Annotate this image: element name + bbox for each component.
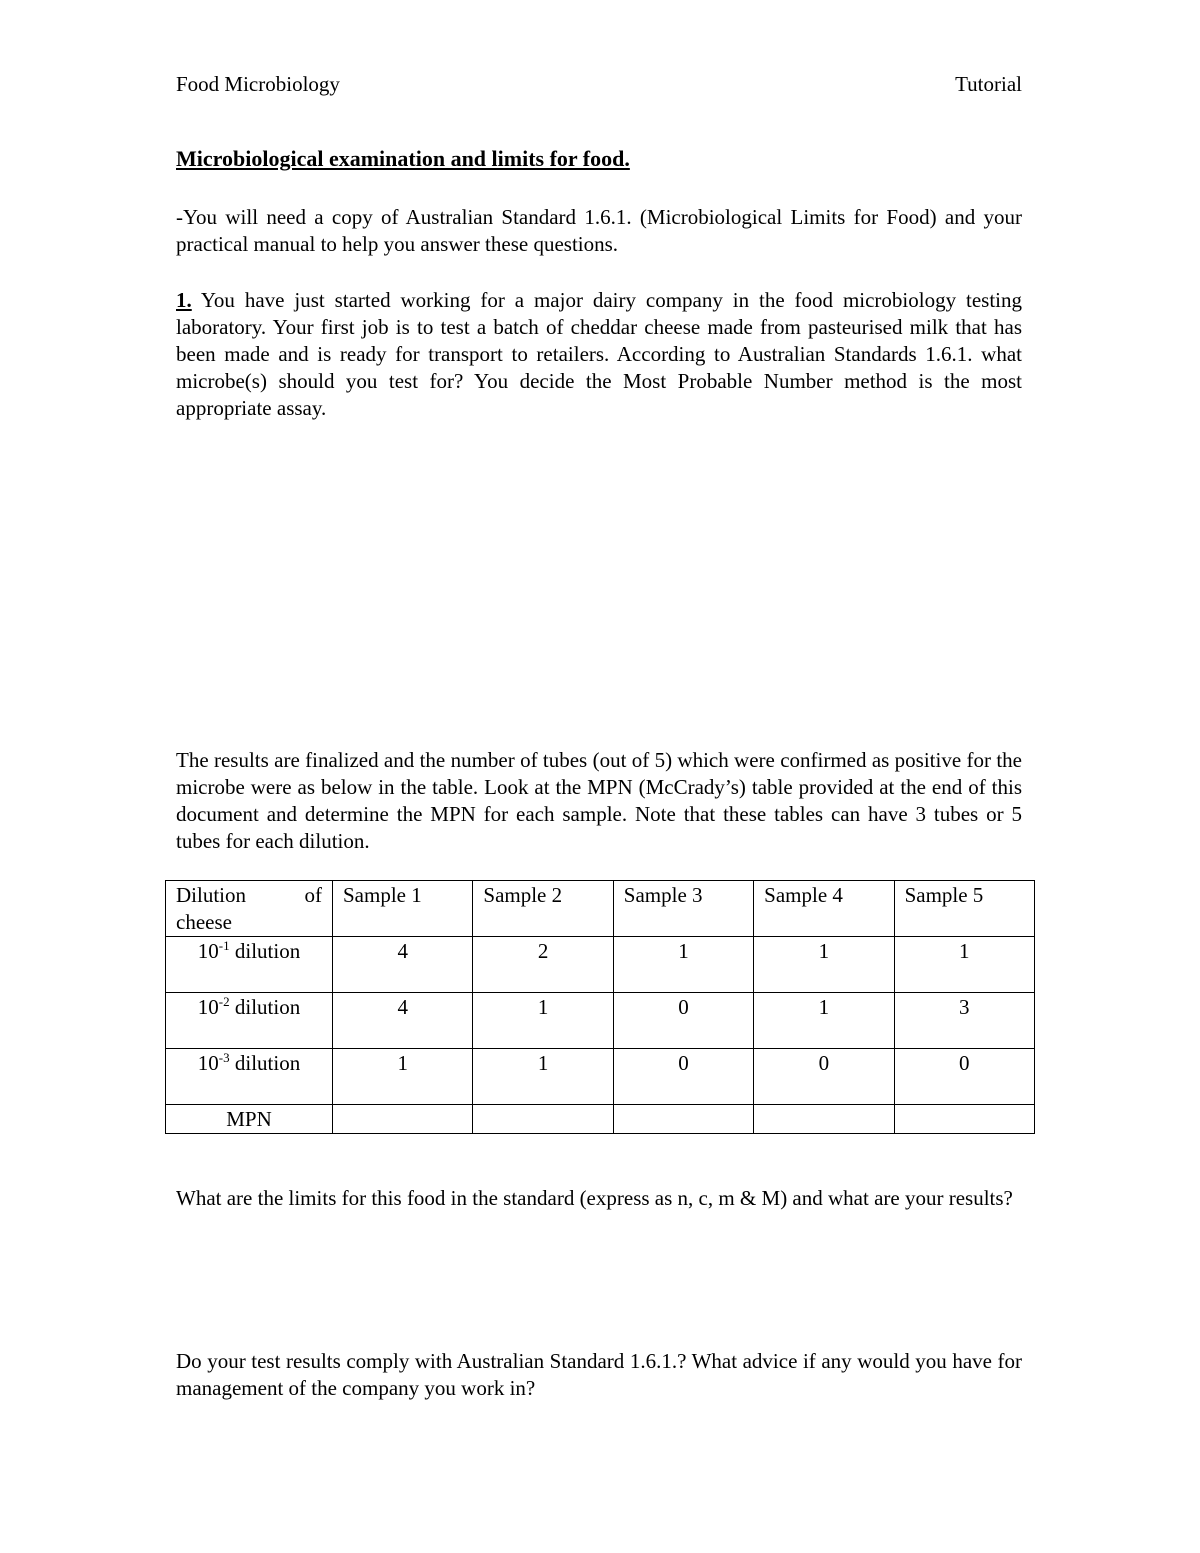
header-dilution-cell (166, 881, 333, 937)
mpn-answer-cell (473, 1105, 613, 1134)
header-dilution-word: Dilution (176, 883, 247, 907)
dilution-label-cell (166, 993, 333, 1049)
mpn-results-table (165, 880, 1035, 1134)
header-of-word: of (304, 883, 322, 907)
document-title: Microbiological examination and limits for food. (176, 146, 630, 171)
tube-count-cell: 0 (613, 1049, 753, 1105)
header-sample-3: Sample 3 (613, 881, 753, 937)
dilution-label-cell (166, 937, 333, 993)
mpn-answer-cell (754, 1105, 894, 1134)
tube-count-cell: 2 (473, 937, 613, 993)
table-row (166, 937, 1035, 993)
dilution-base: 10 (197, 939, 219, 963)
tube-count-cell: 1 (473, 993, 613, 1049)
dilution-exponent: -3 (218, 1050, 230, 1065)
tube-count-cell: 1 (894, 937, 1034, 993)
tube-count-cell: 1 (473, 1049, 613, 1105)
tube-count-cell: 3 (894, 993, 1034, 1049)
dilution-suffix: dilution (229, 1051, 301, 1075)
dilution-base: 10 (197, 1051, 219, 1075)
header-doc-type: Tutorial (955, 72, 1022, 96)
mpn-row (166, 1105, 1035, 1134)
question-1-paragraph (176, 287, 1022, 422)
limits-question-paragraph: What are the limits for this food in the standard (express as n, c, m & M) and what are your results? (176, 1186, 1013, 1210)
tube-count-cell: 0 (613, 993, 753, 1049)
table-row (166, 1049, 1035, 1105)
tube-count-cell: 1 (333, 1049, 473, 1105)
mpn-label-cell: MPN (166, 1105, 333, 1134)
header-sample-5: Sample 5 (894, 881, 1034, 937)
dilution-exponent: -2 (218, 994, 230, 1009)
intro-paragraph: -You will need a copy of Australian Standard 1.6.1. (Microbiological Limits for Food) and your practical manual to help you answer these questions. (176, 205, 1022, 256)
dilution-suffix: dilution (229, 939, 301, 963)
dilution-label-cell (166, 1049, 333, 1105)
mpn-answer-cell (613, 1105, 753, 1134)
compliance-question-paragraph: Do your test results comply with Australian Standard 1.6.1.? What advice if any would you have for management of the company you work in? (176, 1349, 1022, 1400)
tube-count-cell: 4 (333, 937, 473, 993)
tube-count-cell: 1 (754, 937, 894, 993)
tube-count-cell: 0 (894, 1049, 1034, 1105)
mpn-answer-cell (333, 1105, 473, 1134)
mpn-answer-cell (894, 1105, 1034, 1134)
header-cheese-word: cheese (176, 910, 232, 934)
table-header-row (166, 881, 1035, 937)
question-1-number: 1. (176, 288, 192, 312)
tube-count-cell: 4 (333, 993, 473, 1049)
table-row (166, 993, 1035, 1049)
header-sample-1: Sample 1 (333, 881, 473, 937)
question-1-text: You have just started working for a major dairy company in the food microbiology testing laboratory. Your first job is to test a batch of cheddar cheese made from pasteurised milk that has been made and is ready for transport to retailers. According to Australian Standards 1.6.1. what microbe(s) should you test for? You decide the Most Probable Number method is the most appropriate assay. (176, 288, 1022, 420)
tube-count-cell: 0 (754, 1049, 894, 1105)
header-sample-4: Sample 4 (754, 881, 894, 937)
tube-count-cell: 1 (613, 937, 753, 993)
header-sample-2: Sample 2 (473, 881, 613, 937)
dilution-base: 10 (197, 995, 219, 1019)
tube-count-cell: 1 (754, 993, 894, 1049)
dilution-exponent: -1 (218, 938, 230, 953)
header-course-title: Food Microbiology (176, 72, 340, 96)
results-intro-paragraph: The results are finalized and the number of tubes (out of 5) which were confirmed as positive for the microbe were as below in the table. Look at the MPN (McCrady’s) table provided at the end of this document and determine the MPN for each sample. Note that these tables can have 3 tubes or 5 tubes for each dilution. (176, 748, 1022, 853)
dilution-suffix: dilution (229, 995, 301, 1019)
